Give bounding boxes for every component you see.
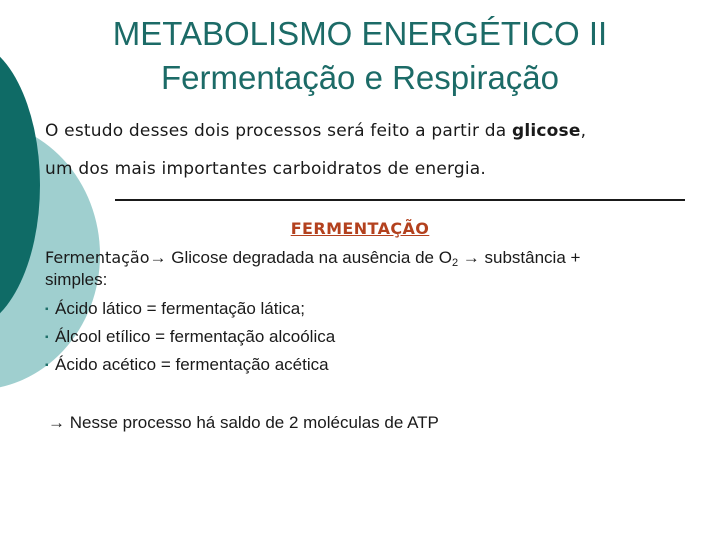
definition-line-2: simples: (45, 270, 108, 289)
intro-line-2: um dos mais importantes carboidratos de energia. (45, 159, 487, 179)
subscript-2: 2 (451, 257, 459, 269)
list-item (45, 354, 329, 377)
slide-title: METABOLISMO ENERGÉTICO II (112, 15, 608, 52)
horizontal-divider (115, 199, 685, 201)
bullet-icon: ▪ (45, 332, 49, 343)
atp-note: → Nesse processo há saldo de 2 moléculas de ATP (48, 413, 439, 432)
intro-text-start: O estudo desses dois processos será feito a partir da (45, 121, 512, 141)
arrow-icon: → (149, 248, 167, 267)
intro-line-1 (45, 121, 586, 141)
bullet-text: Álcool etílico = fermentação alcoólica (55, 327, 336, 346)
list-item (45, 326, 335, 349)
definition-line-1 (45, 247, 580, 274)
section-heading: FERMENTAÇÃO (290, 219, 430, 238)
list-item (45, 298, 305, 321)
slide-subtitle: Fermentação e Respiração (160, 59, 560, 96)
bullet-text: Ácido lático = fermentação lática; (55, 299, 305, 318)
bullet-icon: ▪ (45, 304, 49, 315)
bullet-icon: ▪ (45, 360, 49, 371)
glicose-bold: glicose (511, 121, 581, 141)
bullet-text: Ácido acético = fermentação acética (55, 355, 329, 374)
definition-mid: Glicose degradada na ausência de O (166, 248, 452, 267)
definition-lead: Fermentação (45, 248, 150, 267)
intro-comma: , (580, 121, 587, 141)
definition-end: → substância + (458, 248, 581, 267)
